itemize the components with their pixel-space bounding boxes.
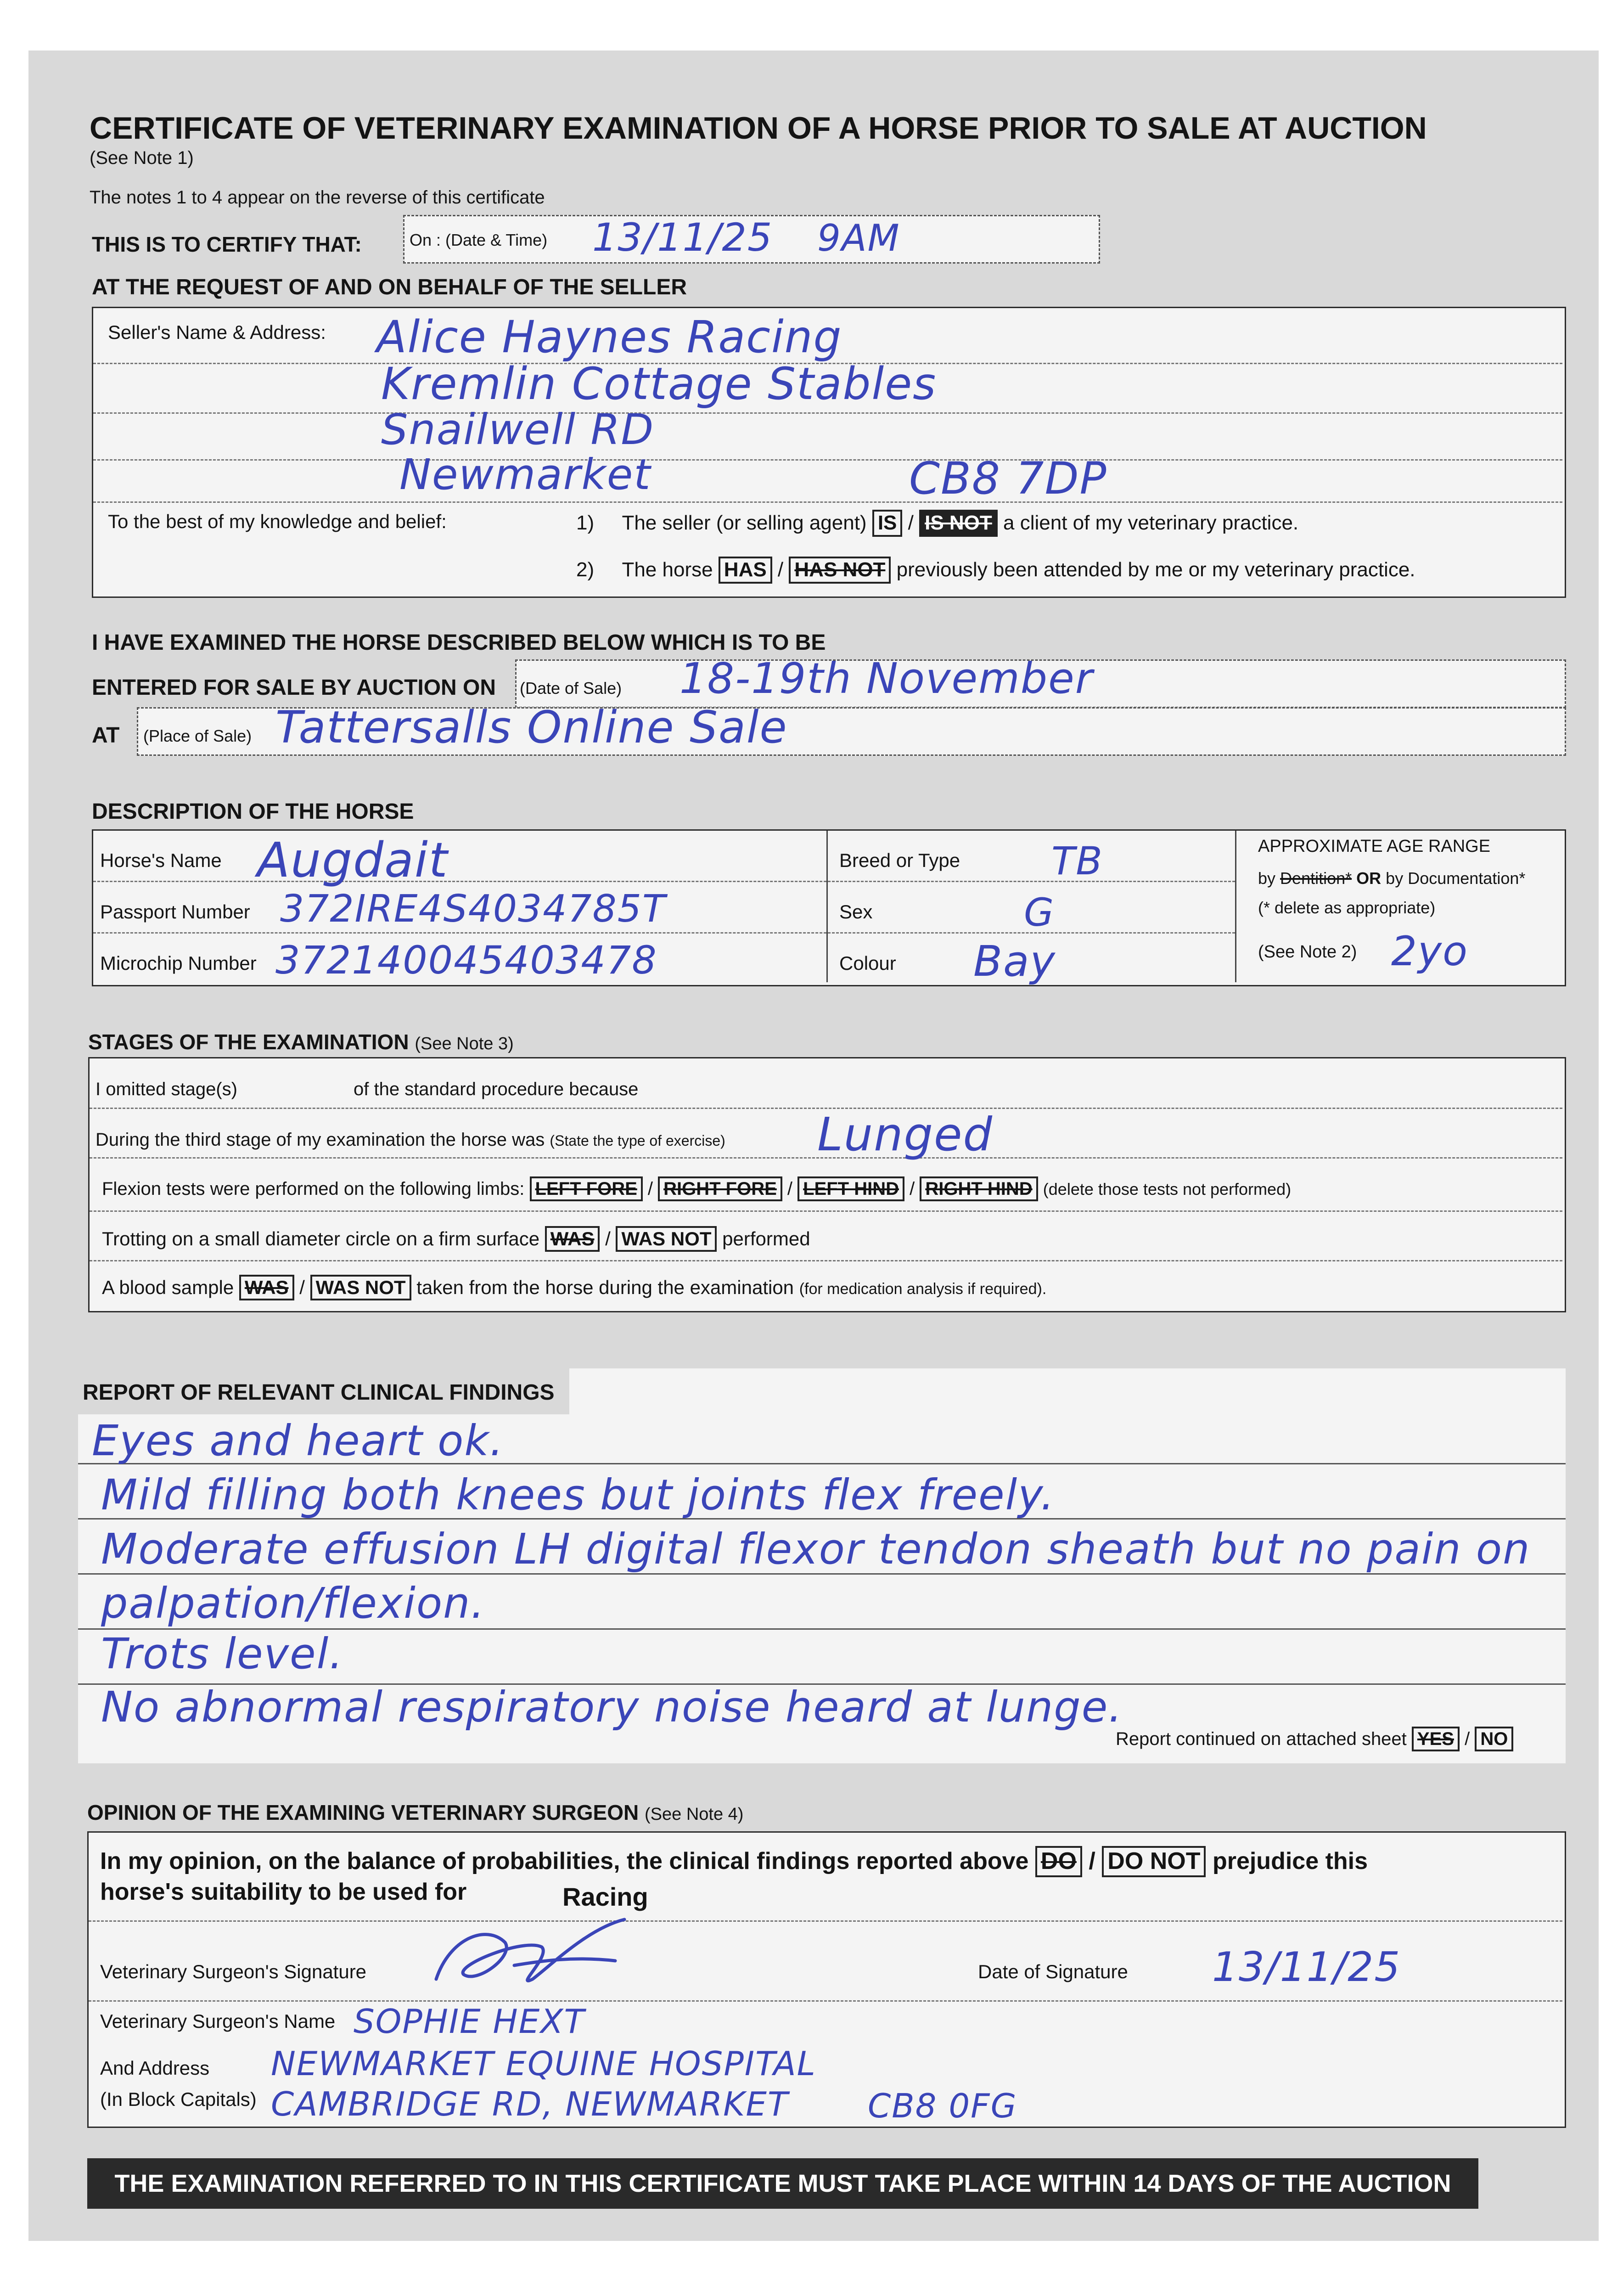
seller-is-option[interactable]: IS bbox=[872, 510, 903, 537]
continued-yes-option[interactable]: YES bbox=[1412, 1727, 1460, 1751]
trotting-was-not-option[interactable]: WAS NOT bbox=[616, 1226, 717, 1252]
opinion-heading: OPINION OF THE EXAMINING VETERINARY SURGEON bbox=[87, 1801, 639, 1824]
age-or: OR bbox=[1356, 869, 1382, 888]
opinion-do-not-option[interactable]: DO NOT bbox=[1102, 1846, 1206, 1877]
report-continued-row: Report continued on attached sheet YES / NO bbox=[1116, 1727, 1513, 1751]
third-stage-label: During the third stage of my examination the horse was bbox=[95, 1130, 545, 1150]
flexion-left-hind[interactable]: LEFT HIND bbox=[797, 1176, 904, 1201]
place-of-sale-label: (Place of Sale) bbox=[143, 726, 252, 745]
block-capitals-label: (In Block Capitals) bbox=[100, 2088, 257, 2110]
signature-label: Veterinary Surgeon's Signature bbox=[100, 1961, 367, 1982]
breed-label: Breed or Type bbox=[839, 850, 960, 871]
exam-time-value: 9AM bbox=[817, 217, 900, 259]
exam-date-value: 13/11/25 bbox=[592, 215, 773, 260]
blood-was-option[interactable]: WAS bbox=[239, 1275, 294, 1300]
microchip-value: 372140045403478 bbox=[275, 938, 657, 983]
horse-has-not-option[interactable]: HAS NOT bbox=[789, 557, 891, 584]
date-signature-label: Date of Signature bbox=[978, 1961, 1128, 1982]
report-line-3: Moderate effusion LH digital flexor tendon sheath but no pain on bbox=[101, 1525, 1531, 1574]
sex-label: Sex bbox=[839, 901, 873, 923]
age-value: 2yo bbox=[1391, 928, 1468, 975]
address-line-2: CAMBRIDGE RD, NEWMARKET bbox=[271, 2085, 789, 2123]
age-by: by bbox=[1258, 869, 1276, 888]
item-2-post: previously been attended by me or my veterinary practice. bbox=[896, 558, 1415, 581]
seller-line-2: Kremlin Cottage Stables bbox=[381, 358, 937, 410]
knowledge-label: To the best of my knowledge and belief: bbox=[108, 511, 447, 532]
date-time-label: On : (Date & Time) bbox=[410, 231, 548, 249]
exercise-type-value: Lunged bbox=[817, 1108, 993, 1161]
request-heading: AT THE REQUEST OF AND ON BEHALF OF THE SELLER bbox=[92, 275, 687, 299]
flexion-label: Flexion tests were performed on the following limbs: bbox=[102, 1179, 525, 1199]
seller-line-3: Snailwell RD bbox=[381, 405, 655, 454]
blood-row: A blood sample WAS / WAS NOT taken from the horse during the examination (for medication analysis if required). bbox=[102, 1275, 1046, 1300]
opinion-do-option[interactable]: DO bbox=[1035, 1846, 1082, 1877]
blood-label: A blood sample bbox=[102, 1277, 234, 1298]
item-1-text: The seller (or selling agent) bbox=[622, 512, 867, 534]
age-by-2: by bbox=[1386, 869, 1404, 888]
age-documentation-option[interactable]: Documentation* bbox=[1408, 869, 1526, 888]
seller-is-not-option[interactable]: IS NOT bbox=[919, 510, 998, 537]
notes-intro: The notes 1 to 4 appear on the reverse of this certificate bbox=[90, 187, 545, 208]
stages-note: (See Note 3) bbox=[415, 1034, 514, 1053]
age-see-note: (See Note 2) bbox=[1258, 942, 1357, 962]
seller-label: Seller's Name & Address: bbox=[108, 321, 326, 343]
address-line-1: NEWMARKET EQUINE HOSPITAL bbox=[271, 2044, 816, 2083]
opinion-heading-row bbox=[87, 1800, 743, 1825]
report-line-6: No abnormal respiratory noise heard at lunge. bbox=[101, 1683, 1123, 1732]
knowledge-item-2: 2) The horse HAS / HAS NOT previously been attended by me or my veterinary practice. bbox=[576, 557, 1415, 584]
used-for-value[interactable]: Racing bbox=[562, 1882, 648, 1911]
horse-has-option[interactable]: HAS bbox=[719, 557, 772, 584]
third-stage-small: (State the type of exercise) bbox=[550, 1132, 725, 1149]
item-1-post: a client of my veterinary practice. bbox=[1003, 512, 1299, 534]
seller-line-4: Newmarket bbox=[399, 450, 651, 499]
date-of-sale-value: 18-19th November bbox=[680, 654, 1094, 703]
certify-label: THIS IS TO CERTIFY THAT: bbox=[92, 232, 362, 256]
breed-value: TB bbox=[1051, 838, 1103, 884]
item-2-text: The horse bbox=[622, 558, 713, 581]
third-stage-row bbox=[95, 1130, 725, 1150]
vet-name-label: Veterinary Surgeon's Name bbox=[100, 2010, 336, 2032]
trotting-post: performed bbox=[722, 1228, 810, 1249]
passport-value: 372IRE4S4034785T bbox=[280, 887, 666, 931]
microchip-label: Microchip Number bbox=[100, 952, 257, 974]
blood-small: (for medication analysis if required). bbox=[799, 1280, 1047, 1298]
flexion-right-hind[interactable]: RIGHT HIND bbox=[920, 1176, 1038, 1201]
flexion-post: (delete those tests not performed) bbox=[1043, 1180, 1292, 1199]
entered-label: ENTERED FOR SALE BY AUCTION ON bbox=[92, 675, 496, 700]
seller-line-1: Alice Haynes Racing bbox=[376, 311, 842, 363]
age-dentition-option[interactable]: Dentition* bbox=[1280, 869, 1352, 888]
opinion-text-post: prejudice this bbox=[1212, 1848, 1368, 1874]
date-signature-value: 13/11/25 bbox=[1212, 1943, 1401, 1991]
horse-name-value: Augdait bbox=[257, 832, 449, 888]
blood-post: taken from the horse during the examination bbox=[416, 1277, 794, 1298]
opinion-text-row: In my opinion, on the balance of probabilities, the clinical findings reported above DO / DO NOT prejudice this bbox=[100, 1846, 1368, 1877]
address-postcode: CB8 0FG bbox=[868, 2087, 1017, 2125]
seller-postcode: CB8 7DP bbox=[909, 453, 1107, 504]
report-line-4: palpation/flexion. bbox=[101, 1579, 485, 1628]
report-line-5: Trots level. bbox=[101, 1629, 344, 1678]
opinion-line-2: horse's suitability to be used for bbox=[100, 1879, 467, 1905]
continued-no-option[interactable]: NO bbox=[1475, 1727, 1513, 1751]
blood-was-not-option[interactable]: WAS NOT bbox=[310, 1275, 411, 1300]
address-label: And Address bbox=[100, 2057, 210, 2079]
omitted-label: I omitted stage(s) bbox=[95, 1079, 238, 1099]
flexion-right-fore[interactable]: RIGHT FORE bbox=[658, 1176, 782, 1201]
certificate-title: CERTIFICATE OF VETERINARY EXAMINATION OF A HORSE PRIOR TO SALE AT AUCTION bbox=[90, 111, 1427, 146]
opinion-text: In my opinion, on the balance of probabilities, the clinical findings reported above bbox=[100, 1848, 1029, 1874]
flexion-left-fore[interactable]: LEFT FORE bbox=[530, 1176, 643, 1201]
report-line-1: Eyes and heart ok. bbox=[92, 1416, 504, 1465]
flexion-row: Flexion tests were performed on the following limbs: LEFT FORE / RIGHT FORE / LEFT HIND / RIGHT HIND (delete those tests not performed) bbox=[102, 1176, 1291, 1201]
stages-heading: STAGES OF THE EXAMINATION bbox=[88, 1030, 409, 1054]
item-2-number: 2) bbox=[576, 558, 595, 581]
at-label: AT bbox=[92, 723, 120, 748]
date-of-sale-label: (Date of Sale) bbox=[520, 679, 622, 698]
age-heading: APPROXIMATE AGE RANGE bbox=[1258, 837, 1491, 856]
horse-name-label: Horse's Name bbox=[100, 850, 222, 871]
vet-signature bbox=[422, 1910, 634, 1998]
trotting-label: Trotting on a small diameter circle on a firm surface bbox=[102, 1228, 540, 1249]
vet-name-value: SOPHIE HEXT bbox=[354, 2002, 585, 2041]
knowledge-item-1: 1) The seller (or selling agent) IS / IS NOT a client of my veterinary practice. bbox=[576, 510, 1298, 537]
report-continued-label: Report continued on attached sheet bbox=[1116, 1729, 1407, 1749]
item-1-number: 1) bbox=[576, 512, 595, 534]
sex-value: G bbox=[1024, 890, 1055, 935]
trotting-row: Trotting on a small diameter circle on a firm surface WAS / WAS NOT performed bbox=[102, 1226, 810, 1252]
report-heading-field bbox=[569, 1368, 1566, 1414]
place-of-sale-value: Tattersalls Online Sale bbox=[275, 702, 788, 753]
footer-banner: THE EXAMINATION REFERRED TO IN THIS CERTIFICATE MUST TAKE PLACE WITHIN 14 DAYS OF THE AUCTION bbox=[87, 2158, 1478, 2209]
trotting-was-option[interactable]: WAS bbox=[545, 1226, 600, 1252]
age-method bbox=[1258, 869, 1525, 888]
examined-heading: I HAVE EXAMINED THE HORSE DESCRIBED BELOW WHICH IS TO BE bbox=[92, 630, 826, 655]
stages-heading-row bbox=[88, 1030, 514, 1054]
colour-label: Colour bbox=[839, 952, 896, 974]
opinion-note: (See Note 4) bbox=[645, 1805, 744, 1824]
colour-value: Bay bbox=[973, 937, 1056, 986]
age-delete-note: (* delete as appropriate) bbox=[1258, 898, 1436, 917]
report-heading: REPORT OF RELEVANT CLINICAL FINDINGS bbox=[83, 1380, 555, 1405]
passport-label: Passport Number bbox=[100, 901, 250, 923]
see-note-1: (See Note 1) bbox=[90, 148, 194, 168]
description-heading: DESCRIPTION OF THE HORSE bbox=[92, 799, 414, 824]
report-line-2: Mild filling both knees but joints flex freely. bbox=[101, 1470, 1055, 1519]
omitted-post: of the standard procedure because bbox=[354, 1079, 639, 1099]
